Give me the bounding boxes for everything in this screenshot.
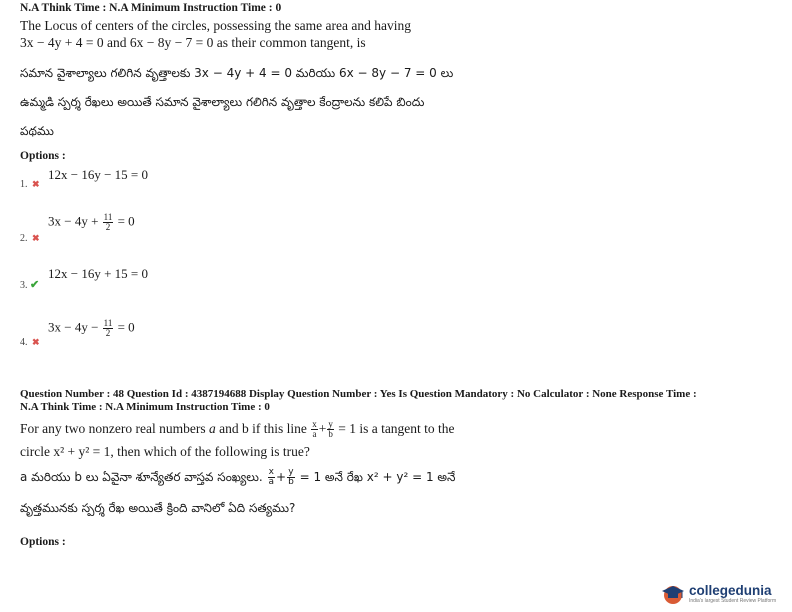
question-text-telugu-line-3: పథము: [20, 124, 54, 138]
question-text-telugu-line-2: వృత్తమునకు స్పర్శ రేఖ అయితే క్రింది వానిలో ఏది సత్యము?: [20, 501, 296, 515]
wrong-mark-icon: ✖: [32, 337, 40, 347]
question-text-telugu-line-2: ఉమ్మడి స్పర్శ రేఖలు అయితే సమాన వైశాల్యాలు గలిగిన వృత్తాల కేంద్రాలను కలిపే బిందు: [20, 95, 425, 109]
fraction: $\frac{y}{b}$: [288, 467, 294, 487]
fraction: $\frac{11}{2}$: [103, 318, 113, 338]
option-4-number: 4.: [20, 337, 28, 348]
collegedunia-logo: [660, 583, 776, 605]
question-meta-line-2: N.A Think Time : N.A Minimum Instruction Time : 0: [20, 401, 270, 413]
fraction: $\frac{x}{a}$: [312, 419, 317, 440]
question-text-english-line-2: 3x − 4y + 4 = 0 and 6x − 8y − 7 = 0 as their common tangent, is: [20, 35, 366, 50]
wrong-mark-icon: ✖: [32, 179, 40, 189]
options-label: Options :: [20, 536, 66, 548]
wrong-mark-icon: ✖: [32, 233, 40, 243]
correct-check-icon: ✔: [30, 279, 40, 291]
question-text-english-line-2: circle x² + y² = 1, then which of the following is true?: [20, 444, 310, 459]
question-text-english: For any two nonzero real numbers a and b if this line $\frac{x}{a}$ + $\frac{y}{b}$ = 1 is a tangent to the: [20, 419, 455, 440]
question-text-telugu: సమాన వైశాల్యాలు గలిగిన వృత్తాలకు 3x − 4y + 4 = 0 మరియు 6x − 8y − 7 = 0 లు: [20, 66, 454, 80]
brand-name: collegedunia: [689, 583, 772, 598]
options-label: Options :: [20, 150, 66, 162]
question-text-english: The Locus of centers of the circles, possessing the same area and having: [20, 18, 411, 33]
option-2-text: 3x − 4y + $\frac{11}{2}$ = 0: [48, 212, 135, 232]
fraction: $\frac{y}{b}$: [328, 419, 333, 440]
option-1-number: 1.: [20, 179, 28, 190]
brand-tagline: India's largest Student Review Platform: [689, 598, 777, 604]
option-3-number: 3.: [20, 280, 28, 291]
question-meta-line: Question Number : 48 Question Id : 4387194688 Display Question Number : Yes Is Question Mandatory : No Calculator : None Response Time :: [20, 388, 697, 400]
fraction: $\frac{11}{2}$: [103, 212, 113, 232]
option-4-text: 3x − 4y − $\frac{11}{2}$ = 0: [48, 318, 135, 338]
option-2-number: 2.: [20, 233, 28, 244]
graduation-cap-icon: [660, 583, 686, 605]
fraction: $\frac{x}{a}$: [268, 467, 275, 487]
option-1-text: 12x − 16y − 15 = 0: [48, 167, 148, 182]
question-meta-line: N.A Think Time : N.A Minimum Instruction Time : 0: [20, 2, 282, 14]
option-3-text: 12x − 16y + 15 = 0: [48, 266, 148, 281]
question-text-telugu: a మరియు b లు ఏవైనా శూన్యేతర వాస్తవ సంఖ్యలు. $\frac{x}{a}$ + $\frac{y}{b}$ = 1 అనే రేఖ x² + y² = 1 అనే: [20, 467, 456, 487]
